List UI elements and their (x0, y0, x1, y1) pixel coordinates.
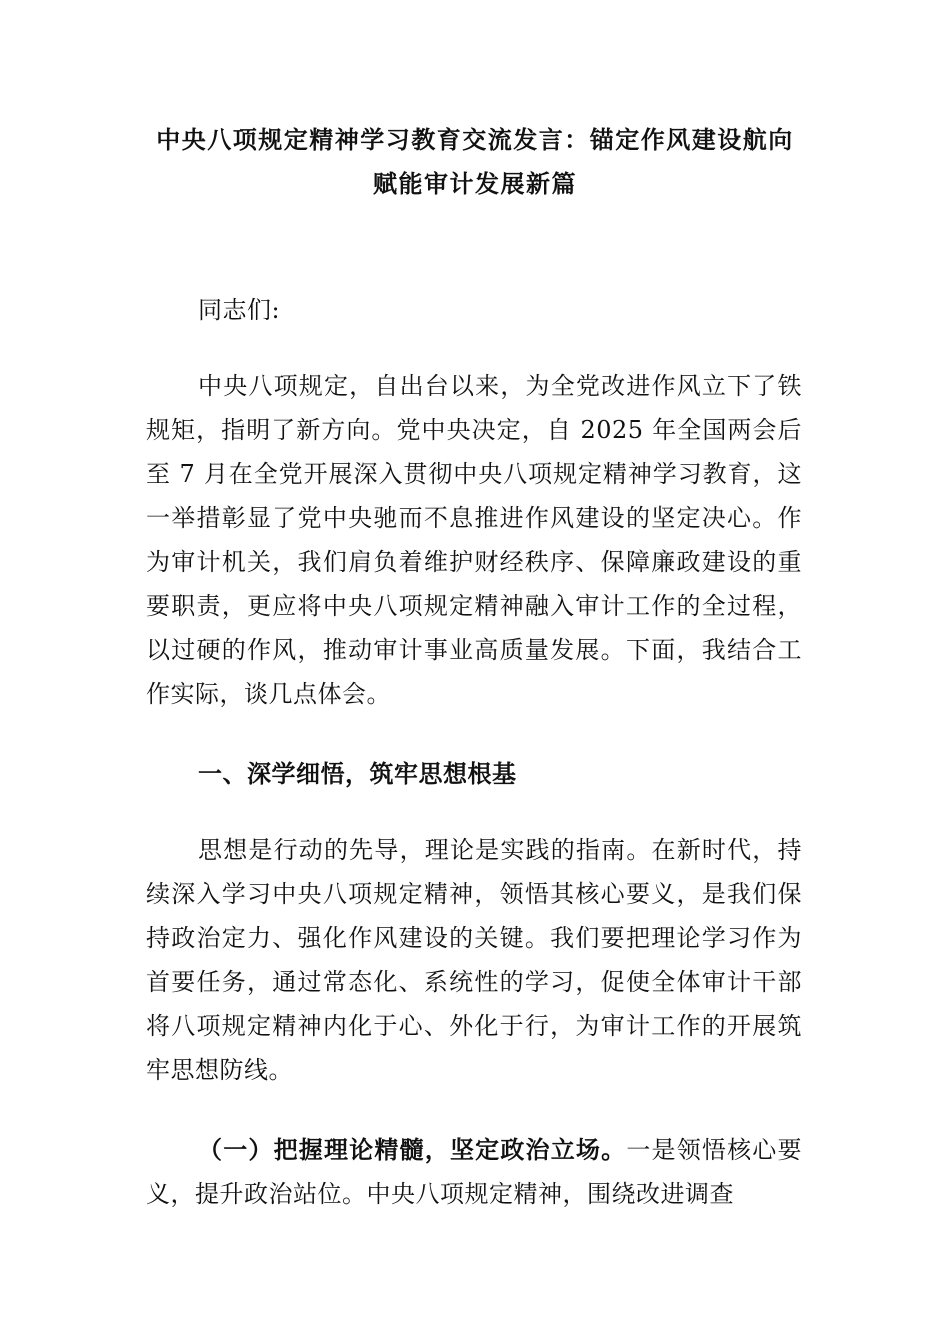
document-title (120, 118, 830, 206)
subsection-heading-1: （一）把握理论精髓，坚定政治立场。 (198, 1135, 627, 1164)
section-heading-1: 一、深学细悟，筑牢思想根基 (198, 759, 517, 788)
title-line-2: 赋能审计发展新篇 (373, 169, 577, 198)
subsection-text-1: 一是领悟核心要义，提升政治站位。中央八项规定精神，围绕改进调查 (146, 1136, 803, 1208)
paragraph-section-1: 思想是行动的先导，理论是实践的指南。在新时代，持续深入学习中央八项规定精神，领悟其核心要义，是我们保持政治定力、强化作风建设的关键。我们要把理论学习作为首要任务，通过常态化、系统性的学习，促使全体审计干部将八项规定精神内化于心、外化于行，为审计工作的开展筑牢思想防线。 (146, 836, 802, 1084)
title-line-1: 中央八项规定精神学习教育交流发言：锚定作风建设航向 (156, 125, 794, 154)
salutation: 同志们: (198, 296, 281, 324)
paragraph-intro: 中央八项规定，自出台以来，为全党改进作风立下了铁规矩，指明了新方向。党中央决定，自 2025 年全国两会后至 7 月在全党开展深入贯彻中央八项规定精神学习教育，这一举措彰显了党中央驰而不息推进作风建设的坚定决心。作为审计机关，我们肩负着维护财经秩序、保障廉政建设的重要职责，更应将中央八项规定精神融入审计工作的全过程，以过硬的作风，推动审计事业高质量发展。下面，我结合工作实际，谈几点体会。 (146, 372, 802, 708)
paragraph-subsection-1 (146, 1128, 802, 1216)
